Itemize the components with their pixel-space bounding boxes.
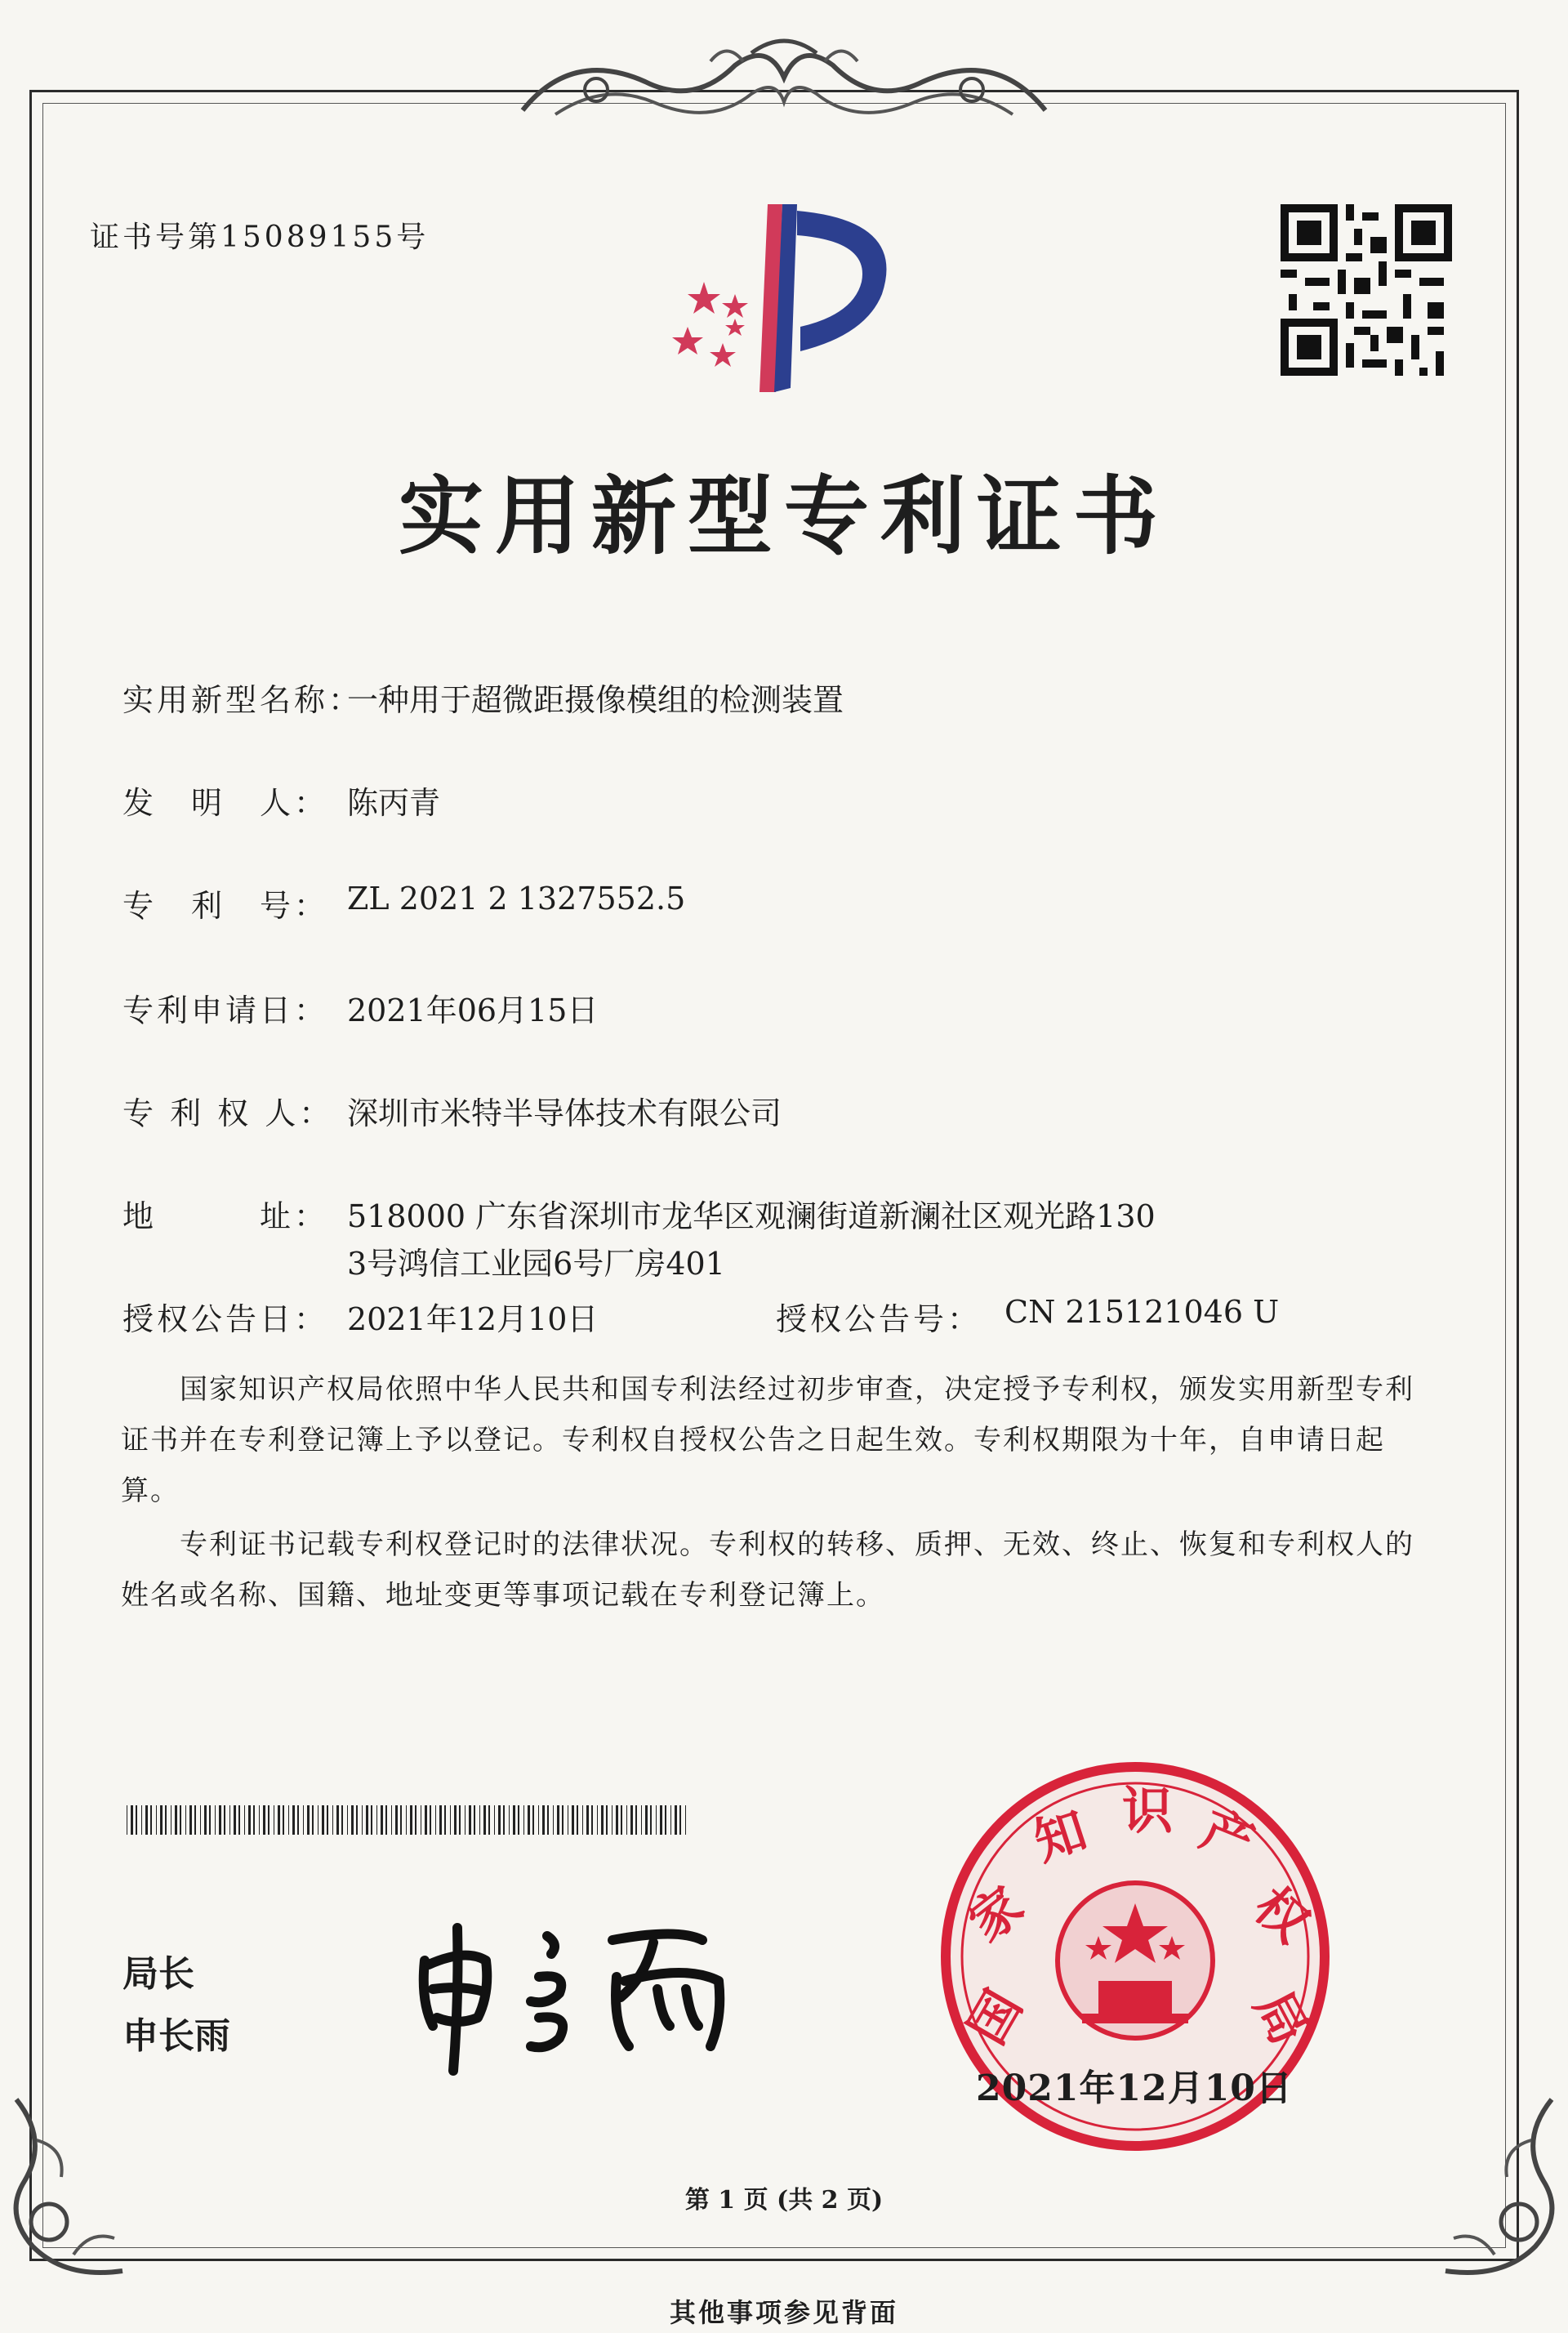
barcode-bar <box>327 1805 328 1835</box>
barcode-bar <box>518 1805 519 1835</box>
grant-date-value: 2021年12月10日 <box>347 1301 599 1337</box>
svg-text:识: 识 <box>1121 1781 1174 1840</box>
barcode-bar <box>259 1805 260 1835</box>
barcode-bar <box>200 1805 201 1835</box>
barcode-bar <box>435 1805 436 1835</box>
filing-date-label: 专利申请日： <box>122 993 329 1028</box>
top-ornament <box>506 33 1062 139</box>
barcode-bar <box>459 1805 461 1835</box>
certificate-paragraph-2: 专利证书记载专利权登记时的法律状况。专利权的转移、质押、无效、终止、恢复和专利权人的姓名或名称、国籍、地址变更等事项记载在专利登记簿上。 <box>121 1528 1414 1612</box>
barcode-bar <box>150 1805 152 1835</box>
svg-text:局: 局 <box>1243 1981 1320 2054</box>
barcode-bar <box>307 1805 310 1835</box>
barcode-bar <box>597 1805 598 1835</box>
barcode-bar <box>160 1805 163 1835</box>
barcode-bar <box>454 1805 457 1835</box>
barcode-bar <box>278 1805 280 1835</box>
barcode-bar <box>381 1805 383 1835</box>
barcode-bar <box>415 1805 416 1835</box>
barcode-bar <box>685 1805 686 1835</box>
barcode-bar <box>513 1805 515 1835</box>
barcode-bar <box>406 1805 407 1835</box>
barcode-bar <box>606 1805 608 1835</box>
svg-text:家: 家 <box>957 1875 1035 1953</box>
patentee-label: 专 利 权 人： <box>122 1095 334 1131</box>
officer-name: 申长雨 <box>122 2015 230 2057</box>
seal-date: 2021年12月10日 <box>976 2068 1293 2109</box>
barcode-bar <box>194 1805 196 1835</box>
patent-number-label: 专 利 号： <box>122 888 329 924</box>
barcode-bar <box>371 1805 372 1835</box>
barcode-bar <box>675 1805 677 1835</box>
barcode-bar <box>670 1805 671 1835</box>
barcode-bar <box>263 1805 265 1835</box>
svg-text:权: 权 <box>1242 1876 1321 1954</box>
grant-date-label: 授权公告日： <box>122 1301 329 1337</box>
svg-text:知: 知 <box>1027 1800 1094 1872</box>
barcode-bar <box>616 1805 618 1835</box>
barcode-bar <box>572 1805 574 1835</box>
officer-signature <box>408 1903 784 2083</box>
barcode-bar <box>171 1805 172 1835</box>
barcode-bar <box>145 1805 148 1835</box>
barcode-bar <box>189 1805 192 1835</box>
page-number: 第 1 页 (共 2 页) <box>684 2186 884 2215</box>
inventor-label: 发 明 人： <box>122 785 329 821</box>
barcode <box>127 1805 690 1835</box>
barcode-bar <box>362 1805 363 1835</box>
barcode-bar <box>395 1805 398 1835</box>
barcode-bar <box>465 1805 466 1835</box>
barcode-bar <box>400 1805 402 1835</box>
utility-model-name-label: 实用新型名称： <box>122 682 363 718</box>
barcode-bar <box>238 1805 240 1835</box>
barcode-bar <box>591 1805 593 1835</box>
grant-number-value: CN 215121046 U <box>1004 1294 1280 1330</box>
certificate-paragraph-1: 国家知识产权局依照中华人民共和国专利法经过初步审查，决定授予专利权，颁发实用新型专利证书并在专利登记簿上予以登记。专利权自授权公告之日起生效。专利权期限为十年，自申请日起算。 <box>121 1373 1414 1507</box>
barcode-bar <box>204 1805 207 1835</box>
barcode-bar <box>185 1805 186 1835</box>
barcode-bar <box>136 1805 137 1835</box>
barcode-bar <box>209 1805 211 1835</box>
barcode-bar <box>679 1805 681 1835</box>
barcode-bar <box>175 1805 177 1835</box>
barcode-bar <box>532 1805 534 1835</box>
barcode-bar <box>376 1805 377 1835</box>
barcode-bar <box>229 1805 230 1835</box>
barcode-bar <box>562 1805 564 1835</box>
address-value-line1: 518000 广东省深圳市龙华区观澜街道新澜社区观光路130 <box>347 1198 1156 1234</box>
barcode-bar <box>474 1805 475 1835</box>
svg-text:国: 国 <box>956 1980 1034 2054</box>
barcode-bar <box>538 1805 539 1835</box>
barcode-bar <box>660 1805 662 1835</box>
barcode-bar <box>391 1805 392 1835</box>
qr-code <box>1281 204 1452 376</box>
certificate-title: 实用新型专利证书 <box>398 466 1169 566</box>
barcode-bar <box>292 1805 295 1835</box>
barcode-bar <box>542 1805 545 1835</box>
barcode-bar <box>586 1805 589 1835</box>
barcode-bar <box>528 1805 530 1835</box>
barcode-bar <box>479 1805 480 1835</box>
barcode-bar <box>582 1805 583 1835</box>
cnipa-logo-icon <box>637 196 931 400</box>
barcode-bar <box>234 1805 236 1835</box>
officer-title: 局长 <box>122 1953 194 1995</box>
barcode-bar <box>244 1805 245 1835</box>
barcode-bar <box>248 1805 251 1835</box>
barcode-bar <box>253 1805 255 1835</box>
barcode-bar <box>650 1805 652 1835</box>
address-label: 地 址： <box>122 1198 329 1234</box>
barcode-bar <box>645 1805 648 1835</box>
barcode-bar <box>332 1805 333 1835</box>
barcode-bar <box>635 1805 637 1835</box>
barcode-bar <box>322 1805 324 1835</box>
barcode-bar <box>268 1805 270 1835</box>
filing-date-value: 2021年06月15日 <box>347 993 599 1028</box>
patentee-value: 深圳市米特半导体技术有限公司 <box>347 1095 782 1131</box>
grant-number-label: 授权公告号： <box>776 1301 982 1337</box>
barcode-bar <box>351 1805 354 1835</box>
barcode-bar <box>283 1805 284 1835</box>
barcode-bar <box>410 1805 412 1835</box>
barcode-bar <box>641 1805 642 1835</box>
barcode-bar <box>498 1805 501 1835</box>
barcode-bar <box>557 1805 559 1835</box>
barcode-bar <box>312 1805 314 1835</box>
barcode-bar <box>303 1805 304 1835</box>
barcode-bar <box>219 1805 221 1835</box>
address-value-line2: 3号鸿信工业园6号厂房401 <box>347 1246 725 1282</box>
certificate-number: 证书号第15089155号 <box>90 221 430 254</box>
barcode-bar <box>483 1805 486 1835</box>
barcode-bar <box>577 1805 578 1835</box>
barcode-bar <box>385 1805 387 1835</box>
barcode-bar <box>523 1805 524 1835</box>
barcode-bar <box>131 1805 133 1835</box>
barcode-bar <box>469 1805 471 1835</box>
barcode-bar <box>509 1805 510 1835</box>
barcode-bar <box>601 1805 604 1835</box>
utility-model-name-value: 一种用于超微距摄像模组的检测装置 <box>347 682 844 718</box>
barcode-bar <box>547 1805 549 1835</box>
barcode-bar <box>439 1805 442 1835</box>
barcode-bar <box>215 1805 216 1835</box>
barcode-bar <box>341 1805 343 1835</box>
barcode-bar <box>141 1805 142 1835</box>
barcode-bar <box>444 1805 446 1835</box>
barcode-bar <box>180 1805 181 1835</box>
barcode-bar <box>165 1805 167 1835</box>
barcode-bar <box>347 1805 348 1835</box>
barcode-bar <box>425 1805 427 1835</box>
barcode-bar <box>626 1805 627 1835</box>
barcode-bar <box>656 1805 657 1835</box>
svg-text:产: 产 <box>1192 1799 1263 1874</box>
barcode-bar <box>366 1805 368 1835</box>
barcode-bar <box>430 1805 431 1835</box>
barcode-bar <box>336 1805 339 1835</box>
barcode-bar <box>621 1805 622 1835</box>
barcode-bar <box>630 1805 633 1835</box>
barcode-bar <box>224 1805 225 1835</box>
inventor-value: 陈丙青 <box>347 785 441 821</box>
barcode-bar <box>488 1805 490 1835</box>
barcode-bar <box>156 1805 157 1835</box>
barcode-bar <box>553 1805 554 1835</box>
barcode-bar <box>450 1805 451 1835</box>
barcode-bar <box>356 1805 358 1835</box>
barcode-bar <box>503 1805 505 1835</box>
barcode-bar <box>494 1805 495 1835</box>
barcode-bar <box>288 1805 289 1835</box>
barcode-bar <box>297 1805 299 1835</box>
footer-note: 其他事项参见背面 <box>669 2297 898 2328</box>
patent-number-value: ZL 2021 2 1327552.5 <box>347 881 686 917</box>
barcode-bar <box>665 1805 666 1835</box>
